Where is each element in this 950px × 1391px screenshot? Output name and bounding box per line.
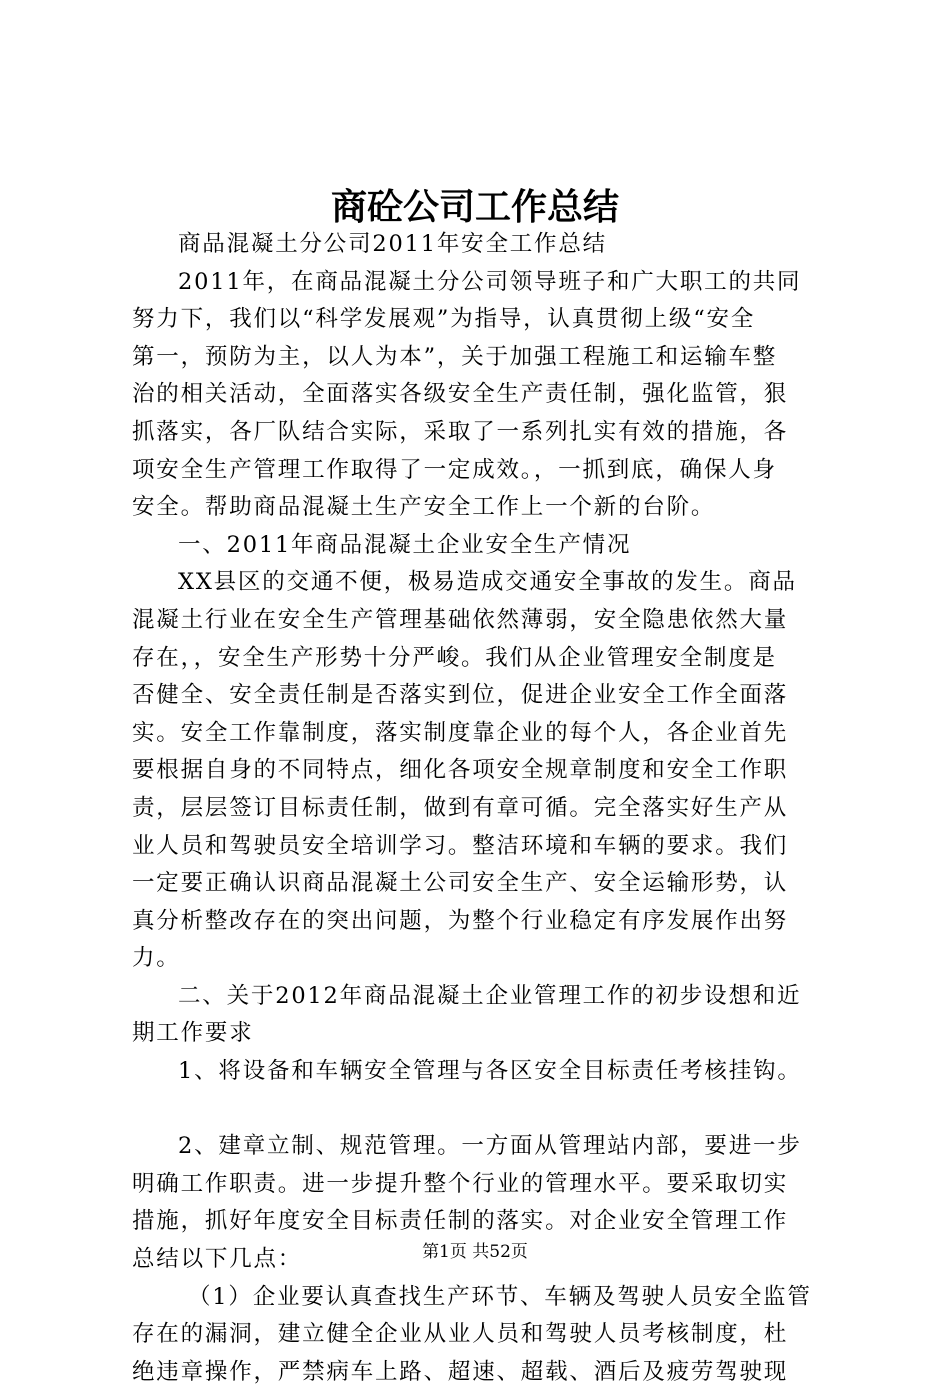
paragraph-line: 总结以下几点： <box>132 1246 303 1273</box>
page-footer: 第1页 共52页 <box>422 1242 528 1262</box>
paragraph-line: 实。安全工作靠制度，落实制度靠企业的每个人，各企业首先 <box>132 719 789 746</box>
document-body <box>132 226 832 1391</box>
section-heading: 二、关于2012年商品混凝土企业管理工作的初步设想和近 <box>178 982 802 1009</box>
paragraph-line: 2011年，在商品混凝土分公司领导班子和广大职工的共同 <box>178 268 802 295</box>
paragraph-line: 要根据自身的不同特点，细化各项安全规章制度和安全工作职 <box>132 757 789 784</box>
document-title: 商砼公司工作总结 <box>330 187 619 228</box>
paragraph-line: 存在的漏洞，建立健全企业从业人员和驾驶人员考核制度，杜 <box>132 1321 789 1348</box>
list-item: 2、建章立制、规范管理。一方面从管理站内部，要进一步 <box>178 1133 802 1160</box>
paragraph-line: 第一，预防为主，以人为本”，关于加强工程施工和运输车整 <box>132 343 778 370</box>
sub-list-item: （1）企业要认真查找生产环节、车辆及驾驶人员安全监管 <box>188 1283 812 1310</box>
paragraph-line: 存在，，安全生产形势十分严峻。我们从企业管理安全制度是 <box>132 644 777 671</box>
paragraph-line: XX县区的交通不便，极易造成交通安全事故的发生。商品 <box>178 569 797 596</box>
paragraph-line: 混凝土行业在安全生产管理基础依然薄弱，安全隐患依然大量 <box>132 606 789 633</box>
paragraph-line: 业人员和驾驶员安全培训学习。整洁环境和车辆的要求。我们 <box>132 832 789 859</box>
paragraph-line: 绝违章操作，严禁病车上路、超速、超载、酒后及疲劳驾驶现 <box>132 1358 789 1385</box>
subtitle-line: 商品混凝土分公司2011年安全工作总结 <box>178 231 607 257</box>
paragraph-line: 抓落实，各厂队结合实际，采取了一系列扎实有效的措施，各 <box>132 418 789 445</box>
blank-line <box>132 1091 832 1129</box>
paragraph-line: 项安全生产管理工作取得了一定成效。，一抓到底，确保人身 <box>132 456 777 483</box>
paragraph-line: 努力下，我们以“科学发展观”为指导，认真贯彻上级“安全 <box>132 306 756 333</box>
paragraph-line: 安全。帮助商品混凝土生产安全工作上一个新的台阶。 <box>132 494 716 521</box>
paragraph-line: 一定要正确认识商品混凝土公司安全生产、安全运输形势，认 <box>132 870 789 897</box>
section-heading: 期工作要求 <box>132 1020 254 1047</box>
paragraph-line: 否健全、安全责任制是否落实到位，促进企业安全工作全面落 <box>132 682 789 709</box>
list-item: 1、将设备和车辆安全管理与各区安全目标责任考核挂钩。 <box>178 1058 802 1085</box>
paragraph-line: 措施，抓好年度安全目标责任制的落实。对企业安全管理工作 <box>132 1208 789 1235</box>
paragraph-line: 治的相关活动，全面落实各级安全生产责任制，强化监管，狠 <box>132 381 789 408</box>
paragraph-line: 明确工作职责。进一步提升整个行业的管理水平。要采取切实 <box>132 1170 789 1197</box>
paragraph-line: 责，层层签订目标责任制，做到有章可循。完全落实好生产从 <box>132 794 789 821</box>
section-heading: 一、2011年商品混凝土企业安全生产情况 <box>178 531 632 558</box>
paragraph-line: 真分析整改存在的突出问题，为整个行业稳定有序发展作出努 <box>132 907 789 934</box>
paragraph-line: 力。 <box>132 945 181 972</box>
